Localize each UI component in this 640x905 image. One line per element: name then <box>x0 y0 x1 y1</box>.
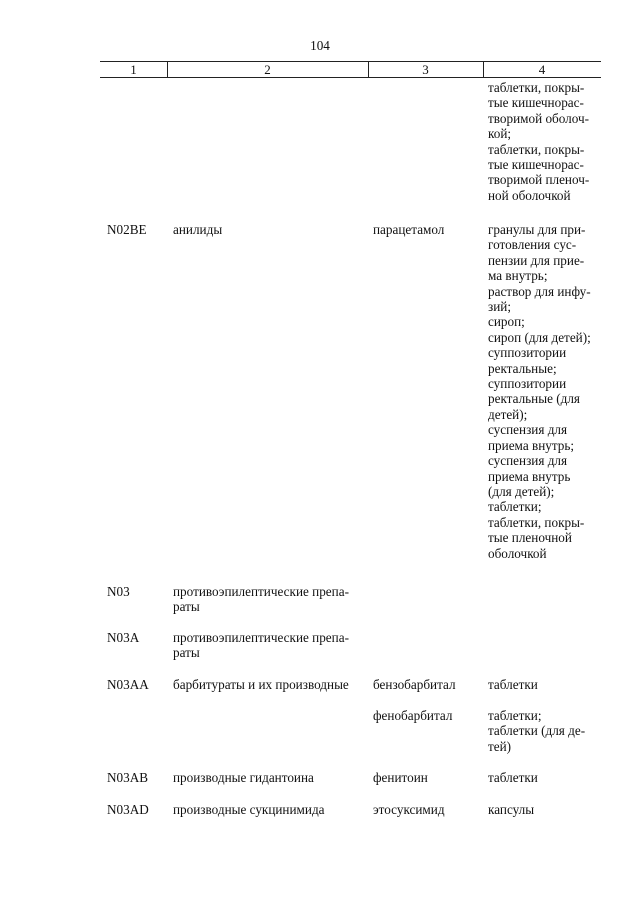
atc-code: N02BE <box>107 222 147 237</box>
drug-name: фенобарбитал <box>373 708 453 723</box>
dosage-forms: таблетки <box>488 770 538 785</box>
dosage-forms: таблетки <box>488 677 538 692</box>
table-header <box>100 61 601 78</box>
column-header-2: 2 <box>264 62 271 77</box>
atc-code: N03 <box>107 584 130 599</box>
column-header-1: 1 <box>130 62 137 77</box>
column-header-3: 3 <box>422 62 429 77</box>
atc-code: N03AB <box>107 770 149 785</box>
dosage-forms-continuation: таблетки, покры- тые кишечнорас- творимой оболоч- кой; таблетки, покры- тые кишечнорас- творимой пленоч- ной оболочкой <box>488 80 590 203</box>
page-number: 104 <box>310 38 330 53</box>
atc-code: N03AD <box>107 802 149 817</box>
pharmacological-group: анилиды <box>173 222 223 237</box>
pharmacological-group: барбитураты и их производные <box>173 677 349 692</box>
pharmacological-group: противоэпилептические препа- раты <box>173 584 349 615</box>
dosage-forms: гранулы для при- готовления сус- пензии для прие- ма внутрь; раствор для инфу- зий; сироп; сироп (для детей); суппозитории ректальные; суппозитории ректальные (для детей); суспензия для приема внутрь; суспензия для приема внутрь (для детей); таблетки; таблетки, покры- тые пленочной оболочкой <box>488 222 591 561</box>
atc-code: N03AA <box>107 677 149 692</box>
drug-name: фенитоин <box>373 770 428 785</box>
dosage-forms: капсулы <box>488 802 535 817</box>
drug-name: бензобарбитал <box>373 677 456 692</box>
drug-name: этосуксимид <box>373 802 445 817</box>
atc-code: N03A <box>107 630 140 645</box>
drug-name: парацетамол <box>373 222 445 237</box>
pharmacological-group: производные гидантоина <box>173 770 314 785</box>
pharmacological-group: производные сукцинимида <box>173 802 325 817</box>
column-header-4: 4 <box>538 62 546 77</box>
pharmacological-group: противоэпилептические препа- раты <box>173 630 349 661</box>
dosage-forms: таблетки; таблетки (для де- тей) <box>488 708 586 754</box>
